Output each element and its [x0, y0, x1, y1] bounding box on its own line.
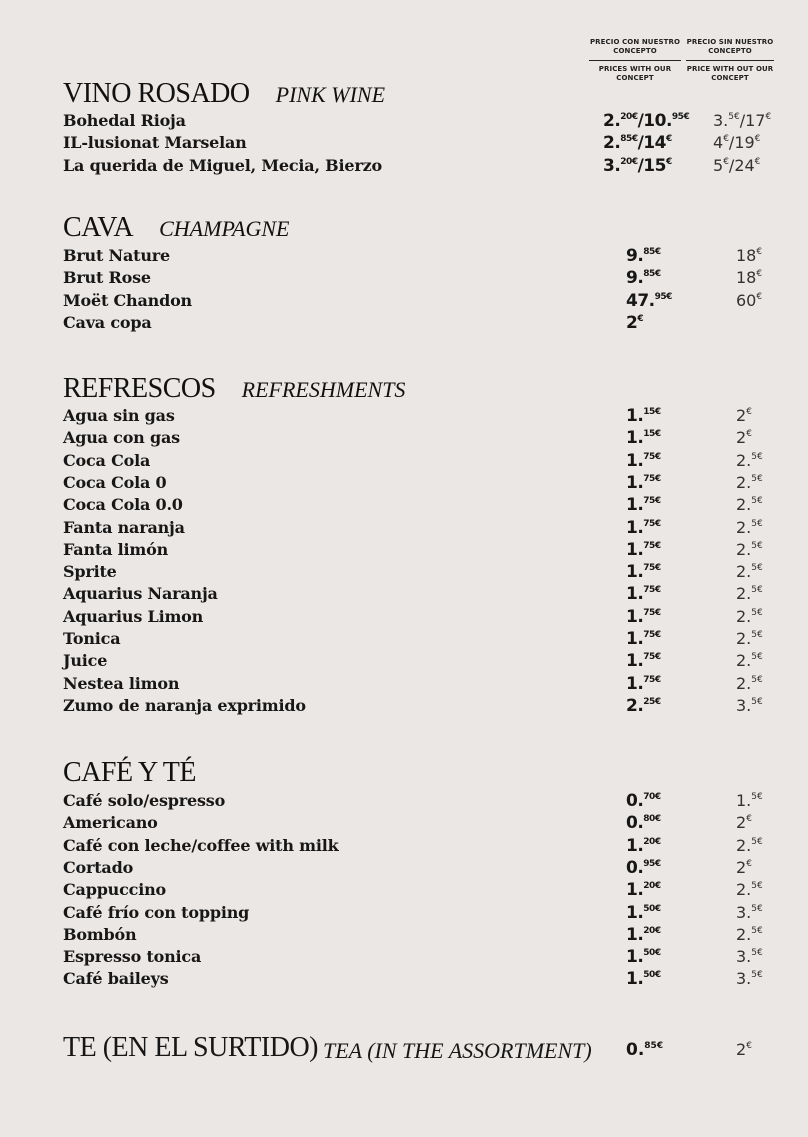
price-with-concept	[626, 405, 661, 427]
price-main: /14	[637, 133, 666, 154]
price-superscript: 95€	[654, 291, 672, 302]
price-without-concept	[736, 405, 752, 427]
price-superscript: 70€	[643, 792, 661, 802]
price-superscript: €	[665, 134, 672, 145]
price-superscript: 95€	[671, 112, 690, 122]
price-superscript: €	[746, 1041, 752, 1051]
price-main: /19	[728, 133, 755, 153]
price-superscript: €	[665, 156, 672, 167]
price-with-concept	[626, 539, 661, 561]
menu-item	[63, 857, 783, 879]
price-superscript: 75€	[643, 674, 661, 685]
menu-item	[63, 290, 783, 312]
item-name: Brut Nature	[63, 246, 170, 265]
menu-item	[63, 245, 783, 267]
item-name: Bombón	[63, 924, 137, 944]
price-superscript: 5€	[751, 607, 763, 618]
menu-item	[63, 835, 783, 857]
price-main: 1.	[626, 880, 644, 901]
price-main: 2.	[603, 111, 621, 131]
price-superscript: €	[746, 429, 752, 440]
price-main: 9.	[626, 246, 644, 266]
price-main: 2.	[736, 472, 752, 492]
item-name: Zumo de naranja exprimido	[63, 695, 306, 715]
tea-title: TE (EN EL SURTIDO)	[63, 1032, 319, 1063]
price-with-concept	[626, 812, 661, 834]
price-without-concept	[736, 946, 763, 968]
item-name: Agua con gas	[63, 428, 180, 448]
price-with-concept	[626, 245, 661, 267]
price-with-concept	[626, 267, 661, 289]
price-superscript: 5€	[751, 518, 763, 529]
price-with-concept	[626, 472, 661, 494]
price-with-concept	[626, 902, 661, 924]
price-superscript: 5€	[751, 903, 763, 914]
price-superscript: 85€	[643, 269, 661, 280]
price-main: /15	[637, 155, 666, 176]
menu-item	[63, 427, 783, 449]
price-superscript: 5€	[751, 540, 763, 551]
price-without-concept	[736, 267, 762, 289]
price-main: 1.	[626, 606, 644, 627]
price-main: 3.	[736, 902, 752, 922]
price-main: 18	[736, 246, 757, 265]
price-superscript: 75€	[643, 585, 661, 596]
price-without-concept	[736, 790, 763, 812]
price-with-concept	[626, 494, 661, 516]
price-main: 2.	[736, 450, 752, 470]
price-superscript: 85€	[643, 247, 661, 257]
menu-item	[63, 924, 783, 946]
price-superscript: €	[723, 156, 729, 167]
price-main: 2.	[736, 880, 752, 900]
header-col1-divider	[589, 60, 681, 61]
price-superscript: 75€	[643, 563, 661, 574]
price-main: 1.	[736, 791, 752, 810]
tea-price-without-concept	[736, 1040, 752, 1059]
price-main: 2.	[736, 606, 752, 626]
price-with-concept	[626, 606, 661, 628]
menu-item	[63, 450, 783, 472]
price-main: 2.	[736, 924, 752, 944]
price-without-concept	[736, 427, 752, 449]
price-main: 1.	[626, 472, 644, 493]
price-superscript: 5€	[751, 585, 763, 596]
section-title: CAFÉ Y TÉ	[63, 757, 196, 788]
price-superscript: 5€	[751, 836, 763, 847]
price-with-concept	[626, 561, 661, 583]
item-name: Café con leche/coffee with milk	[63, 835, 339, 855]
item-name: Fanta naranja	[63, 517, 185, 537]
price-superscript: 75€	[643, 473, 661, 484]
price-main: 3.	[736, 969, 752, 989]
price-superscript: €	[756, 269, 763, 280]
price-superscript: 5€	[751, 696, 763, 707]
item-name: Tonica	[63, 629, 121, 648]
price-with-concept	[626, 427, 661, 449]
price-main: 0.	[626, 857, 644, 878]
price-main: 2.	[736, 517, 752, 537]
price-with-concept	[626, 835, 661, 857]
item-name: Agua sin gas	[63, 406, 175, 425]
menu-item	[63, 606, 783, 628]
price-superscript: €	[754, 156, 761, 167]
price-superscript: 5€	[751, 652, 763, 663]
price-superscript: 5€	[728, 112, 740, 122]
price-main: 1.	[626, 947, 644, 968]
item-name: Nestea limon	[63, 673, 180, 693]
price-superscript: 80€	[643, 814, 661, 825]
price-superscript: 75€	[643, 630, 661, 640]
item-name: Bohedal Rioja	[63, 111, 186, 130]
item-name: Fanta limón	[63, 539, 169, 559]
price-without-concept	[736, 245, 762, 267]
price-main: 1.	[626, 651, 644, 672]
item-name: Coca Cola 0	[63, 472, 167, 492]
item-name: Coca Cola	[63, 450, 151, 470]
section-heading	[63, 212, 290, 244]
price-without-concept	[736, 857, 752, 879]
price-without-concept	[736, 450, 763, 472]
price-superscript: €	[765, 112, 772, 122]
price-main: 2.	[736, 539, 752, 559]
price-superscript: €	[746, 858, 752, 869]
price-superscript: 5€	[751, 881, 763, 892]
menu-item	[63, 902, 783, 924]
price-main: 2	[736, 1040, 747, 1059]
price-with-concept	[626, 879, 661, 901]
section-title: CAVA	[63, 212, 134, 243]
menu-item	[63, 583, 783, 605]
price-with-concept	[626, 790, 661, 812]
price-superscript: 5€	[751, 792, 763, 802]
item-name: IL-lusionat Marselan	[63, 133, 247, 153]
price-superscript: 25€	[643, 696, 661, 707]
price-superscript: €	[723, 134, 729, 145]
price-superscript: 50€	[643, 970, 661, 981]
price-main: 0.	[626, 813, 644, 834]
price-superscript: 75€	[643, 496, 661, 507]
price-superscript: 20€	[643, 836, 661, 847]
item-name: Espresso tonica	[63, 947, 202, 967]
price-main: 1.	[626, 924, 644, 945]
item-name: Americano	[63, 813, 158, 833]
price-main: 2.	[736, 495, 752, 515]
price-without-concept	[736, 902, 763, 924]
section-title: VINO ROSADO	[63, 78, 250, 109]
menu-item	[63, 879, 783, 901]
price-without-concept	[736, 968, 763, 990]
price-superscript: 50€	[643, 903, 661, 914]
price-main: 60	[736, 290, 757, 310]
price-superscript: 15€	[643, 429, 661, 440]
header-col1-bottom: PRICES WITH OUR CONCEPT	[598, 65, 672, 82]
price-main: 9.	[626, 268, 644, 289]
price-main: 1.	[626, 517, 644, 538]
tea-section	[63, 1032, 783, 1072]
price-without-concept	[736, 835, 763, 857]
price-superscript: 5€	[751, 674, 763, 685]
price-superscript: 20€	[643, 881, 661, 892]
price-main: 2	[736, 406, 747, 425]
item-name: Cappuccino	[63, 880, 166, 900]
price-main: 4	[713, 133, 724, 153]
item-name: Aquarius Limon	[63, 606, 204, 626]
price-without-concept	[736, 517, 763, 539]
price-superscript: 5€	[751, 948, 763, 959]
price-without-concept	[736, 924, 763, 946]
price-with-concept	[626, 695, 661, 717]
menu-item	[63, 695, 783, 717]
section-heading	[63, 78, 385, 110]
item-name: Coca Cola 0.0	[63, 495, 183, 515]
price-superscript: 5€	[751, 630, 763, 640]
price-superscript: 5€	[751, 473, 763, 484]
price-main: 1.	[626, 902, 644, 923]
price-without-concept	[713, 155, 760, 177]
menu-item	[63, 132, 783, 154]
menu-item	[63, 650, 783, 672]
price-main: 1.	[626, 562, 644, 583]
price-with-concept	[603, 155, 672, 177]
section-title: REFRESCOS	[63, 373, 216, 404]
price-main: 47.	[626, 290, 655, 311]
price-main: 1.	[626, 835, 644, 856]
price-with-concept	[626, 857, 661, 879]
price-without-concept	[736, 583, 763, 605]
price-with-concept	[626, 583, 661, 605]
price-main: 1.	[626, 629, 644, 649]
header-col2-divider	[686, 60, 774, 61]
price-main: 2.	[626, 695, 644, 716]
price-main: 2.	[736, 673, 752, 693]
menu-item	[63, 517, 783, 539]
price-superscript: €	[756, 291, 763, 302]
price-superscript: 85€	[620, 134, 638, 145]
price-superscript: 15€	[643, 407, 661, 417]
header-col1-top: PRECIO CON NUESTRO CONCEPTO	[589, 38, 681, 55]
section-subtitle: PINK WINE	[275, 82, 386, 107]
price-main: /17	[739, 111, 766, 130]
price-without-concept	[736, 472, 763, 494]
menu-item	[63, 790, 783, 812]
price-main: 3.	[736, 695, 752, 715]
price-without-concept	[736, 290, 762, 312]
price-main: 5	[713, 155, 724, 175]
price-main: 2.	[736, 835, 752, 855]
price-main: 2.	[736, 629, 752, 648]
price-superscript: 75€	[643, 652, 661, 663]
price-superscript: 20€	[643, 925, 661, 936]
price-superscript: €	[754, 134, 761, 145]
price-main: 0.	[626, 791, 644, 811]
tea-price-with-concept	[626, 1040, 663, 1060]
item-name: Cortado	[63, 857, 134, 877]
menu-item	[63, 628, 783, 650]
price-superscript: 75€	[643, 518, 661, 529]
price-main: /10.	[637, 111, 672, 131]
price-superscript: 95€	[643, 858, 661, 869]
price-main: 1.	[626, 406, 644, 426]
price-with-concept	[626, 673, 661, 695]
price-with-concept	[626, 450, 661, 472]
price-superscript: 20€	[620, 112, 638, 122]
price-without-concept	[736, 812, 752, 834]
price-main: 3.	[713, 111, 729, 130]
price-main: 1.	[626, 450, 644, 471]
menu-item	[63, 405, 783, 427]
header-price-without-concept	[684, 38, 776, 83]
price-superscript: €	[746, 814, 752, 825]
header-col2-bottom: PRICE WITH OUT OUR CONCEPT	[686, 65, 774, 82]
price-superscript: €	[746, 407, 752, 417]
section-heading	[63, 757, 196, 789]
price-main: 2	[736, 857, 747, 877]
menu-item	[63, 312, 783, 334]
price-main: 1.	[626, 495, 644, 516]
price-main: 2	[626, 312, 638, 333]
price-superscript: 75€	[643, 451, 661, 462]
price-without-concept	[713, 110, 771, 132]
price-with-concept	[626, 650, 661, 672]
price-main: 1.	[626, 969, 644, 990]
price-without-concept	[713, 132, 760, 154]
price-without-concept	[736, 494, 763, 516]
price-superscript: 5€	[751, 970, 763, 981]
price-with-concept	[626, 946, 661, 968]
price-with-concept	[603, 132, 672, 154]
price-without-concept	[736, 650, 763, 672]
price-with-concept	[626, 924, 661, 946]
price-without-concept	[736, 606, 763, 628]
price-superscript: 75€	[643, 607, 661, 618]
price-main: 2.	[603, 133, 621, 154]
section-subtitle: REFRESHMENTS	[241, 377, 406, 402]
price-main: 2.	[736, 562, 752, 582]
price-superscript: 85€	[644, 1041, 664, 1051]
price-with-concept	[603, 110, 689, 132]
price-without-concept	[736, 673, 763, 695]
menu-item	[63, 155, 783, 177]
price-main: 1.	[626, 539, 644, 560]
item-name: La querida de Miguel, Mecia, Bierzo	[63, 155, 382, 175]
menu-item	[63, 539, 783, 561]
item-name: Aquarius Naranja	[63, 584, 218, 604]
menu-item	[63, 673, 783, 695]
price-superscript: 5€	[751, 925, 763, 936]
header-price-with-concept	[587, 38, 683, 83]
item-name: Café frío con topping	[63, 902, 250, 922]
tea-subtitle: TEA (IN THE ASSORTMENT)	[323, 1038, 592, 1063]
price-main: 1.	[626, 428, 644, 449]
section-heading	[63, 373, 405, 405]
price-without-concept	[736, 561, 763, 583]
price-main: 2.	[736, 651, 752, 671]
item-name: Cava copa	[63, 312, 152, 332]
section-subtitle: CHAMPAGNE	[159, 216, 290, 241]
item-name: Café baileys	[63, 969, 169, 989]
menu-item	[63, 561, 783, 583]
price-superscript: 5€	[751, 496, 763, 507]
price-superscript: 50€	[643, 948, 661, 959]
price-superscript: €	[756, 247, 763, 257]
price-main: 1.	[626, 673, 644, 694]
price-with-concept	[626, 517, 661, 539]
menu-item	[63, 968, 783, 990]
price-main: 3.	[603, 155, 621, 176]
item-name: Café solo/espresso	[63, 791, 226, 810]
price-with-concept	[626, 290, 672, 312]
item-name: Moët Chandon	[63, 290, 192, 310]
price-main: 0.	[626, 1040, 645, 1060]
price-main: 18	[736, 268, 757, 288]
item-name: Brut Rose	[63, 268, 151, 288]
price-main: 1.	[626, 584, 644, 605]
price-main: 2	[736, 428, 747, 448]
item-name: Juice	[63, 651, 108, 671]
header-col2-top: PRECIO SIN NUESTRO CONCEPTO	[686, 38, 774, 55]
menu-item	[63, 946, 783, 968]
price-superscript: 5€	[751, 451, 763, 462]
price-with-concept	[626, 312, 643, 334]
price-main: /24	[728, 155, 755, 175]
price-without-concept	[736, 539, 763, 561]
price-superscript: 20€	[620, 156, 638, 167]
price-with-concept	[626, 628, 661, 650]
price-main: 2	[736, 813, 747, 833]
price-main: 3.	[736, 947, 752, 967]
menu-item	[63, 110, 783, 132]
price-superscript: 75€	[643, 540, 661, 551]
price-without-concept	[736, 628, 763, 650]
item-name: Sprite	[63, 562, 117, 582]
price-superscript: €	[637, 313, 644, 324]
menu-item	[63, 812, 783, 834]
price-with-concept	[626, 968, 661, 990]
price-without-concept	[736, 695, 763, 717]
menu-item	[63, 267, 783, 289]
price-main: 2.	[736, 584, 752, 604]
menu-item	[63, 472, 783, 494]
price-superscript: 5€	[751, 563, 763, 574]
price-without-concept	[736, 879, 763, 901]
menu-item	[63, 494, 783, 516]
